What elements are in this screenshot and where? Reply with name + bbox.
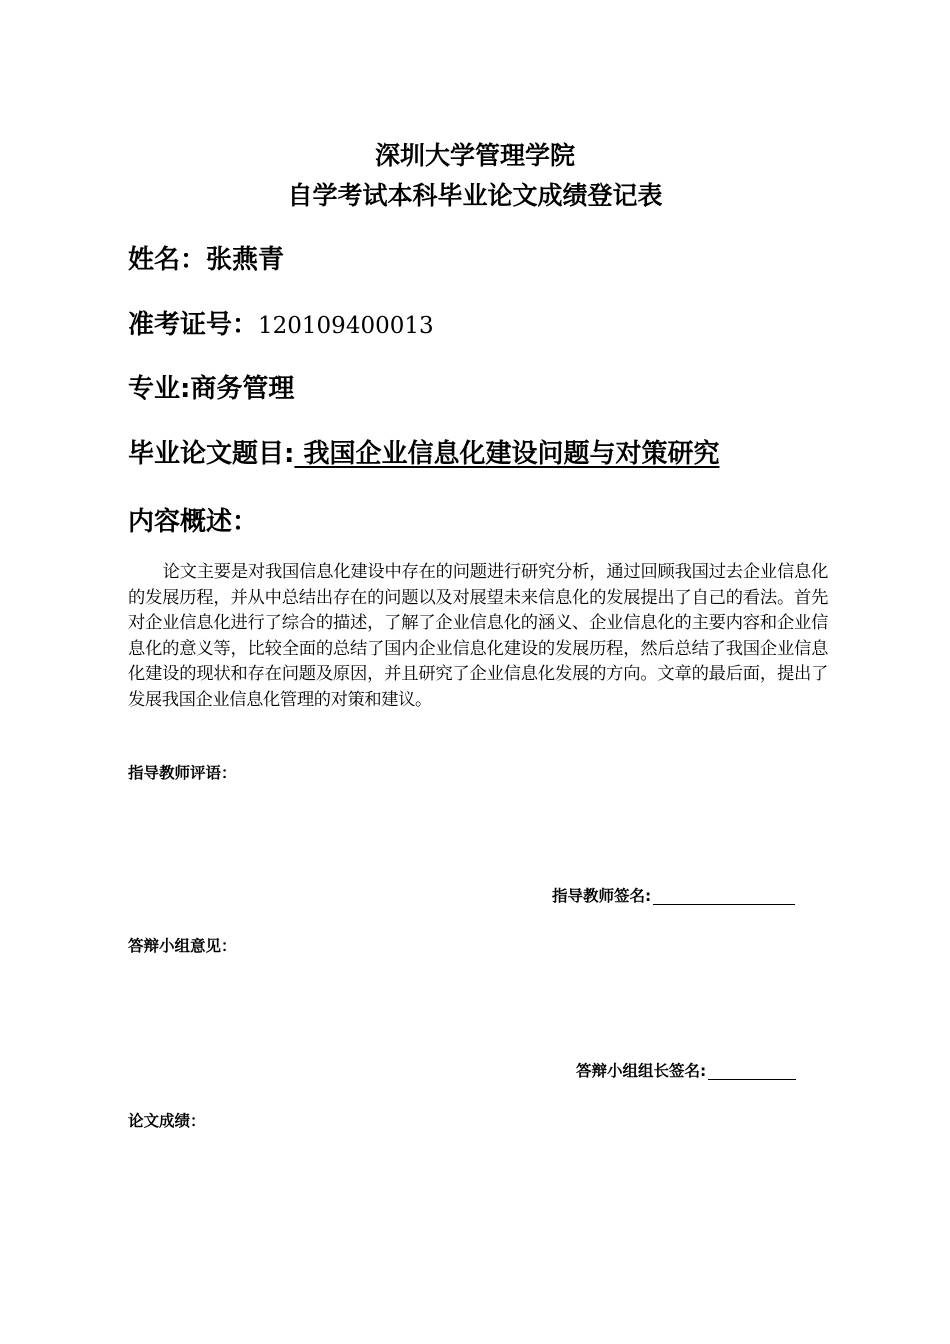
abstract-paragraph: 论文主要是对我国信息化建设中存在的问题进行研究分析，通过回顾我国过去企业信息化的发展历程，并从中总结出存在的问题以及对展望未来信息化的发展提出了自己的看法。首先对企业信息化进行了综合的描述，了解了企业信息化的涵义、企业信息化的主要内容和企业信息化的意义等，比较全面的总结了国内企业信息化建设的发展历程，然后总结了我国企业信息化建设的现状和存在问题及原因，并且研究了企业信息化发展的方向。文章的最后面，提出了发展我国企业信息化管理的对策和建议。	[128, 562, 828, 710]
exam-number-value: 120109400013	[258, 313, 434, 339]
name-label: 姓名：	[128, 245, 207, 275]
teacher-comment-label: 指导教师评语：	[128, 764, 237, 782]
thesis-topic-label: 毕业论文题目:	[128, 439, 295, 469]
form-title: 自学考试本科毕业论文成绩登记表	[287, 181, 663, 210]
leader-signature-line[interactable]	[708, 1061, 796, 1080]
summary-label: 内容概述：	[128, 507, 259, 537]
teacher-signature-line[interactable]	[653, 886, 795, 905]
thesis-topic-value: 我国企业信息化建设问题与对策研究	[294, 439, 720, 469]
defense-opinion-label: 答辩小组意见：	[128, 937, 237, 955]
teacher-signature-label: 指导教师签名:	[552, 887, 652, 905]
school-title: 深圳大学管理学院	[374, 141, 575, 170]
leader-signature-row	[576, 1060, 796, 1082]
thesis-grade-label: 论文成绩：	[128, 1112, 206, 1130]
major-field	[128, 372, 294, 406]
summary-heading	[128, 505, 258, 539]
exam-number-label: 准考证号：	[128, 310, 259, 340]
exam-number-field	[128, 308, 434, 343]
major-value: 商务管理	[190, 374, 295, 404]
thesis-topic-field	[128, 437, 719, 471]
teacher-signature-row	[552, 885, 795, 907]
name-value: 张燕青	[206, 245, 285, 275]
leader-signature-label: 答辩小组组长签名:	[576, 1062, 707, 1080]
name-field	[128, 243, 284, 277]
major-label: 专业:	[128, 374, 191, 404]
